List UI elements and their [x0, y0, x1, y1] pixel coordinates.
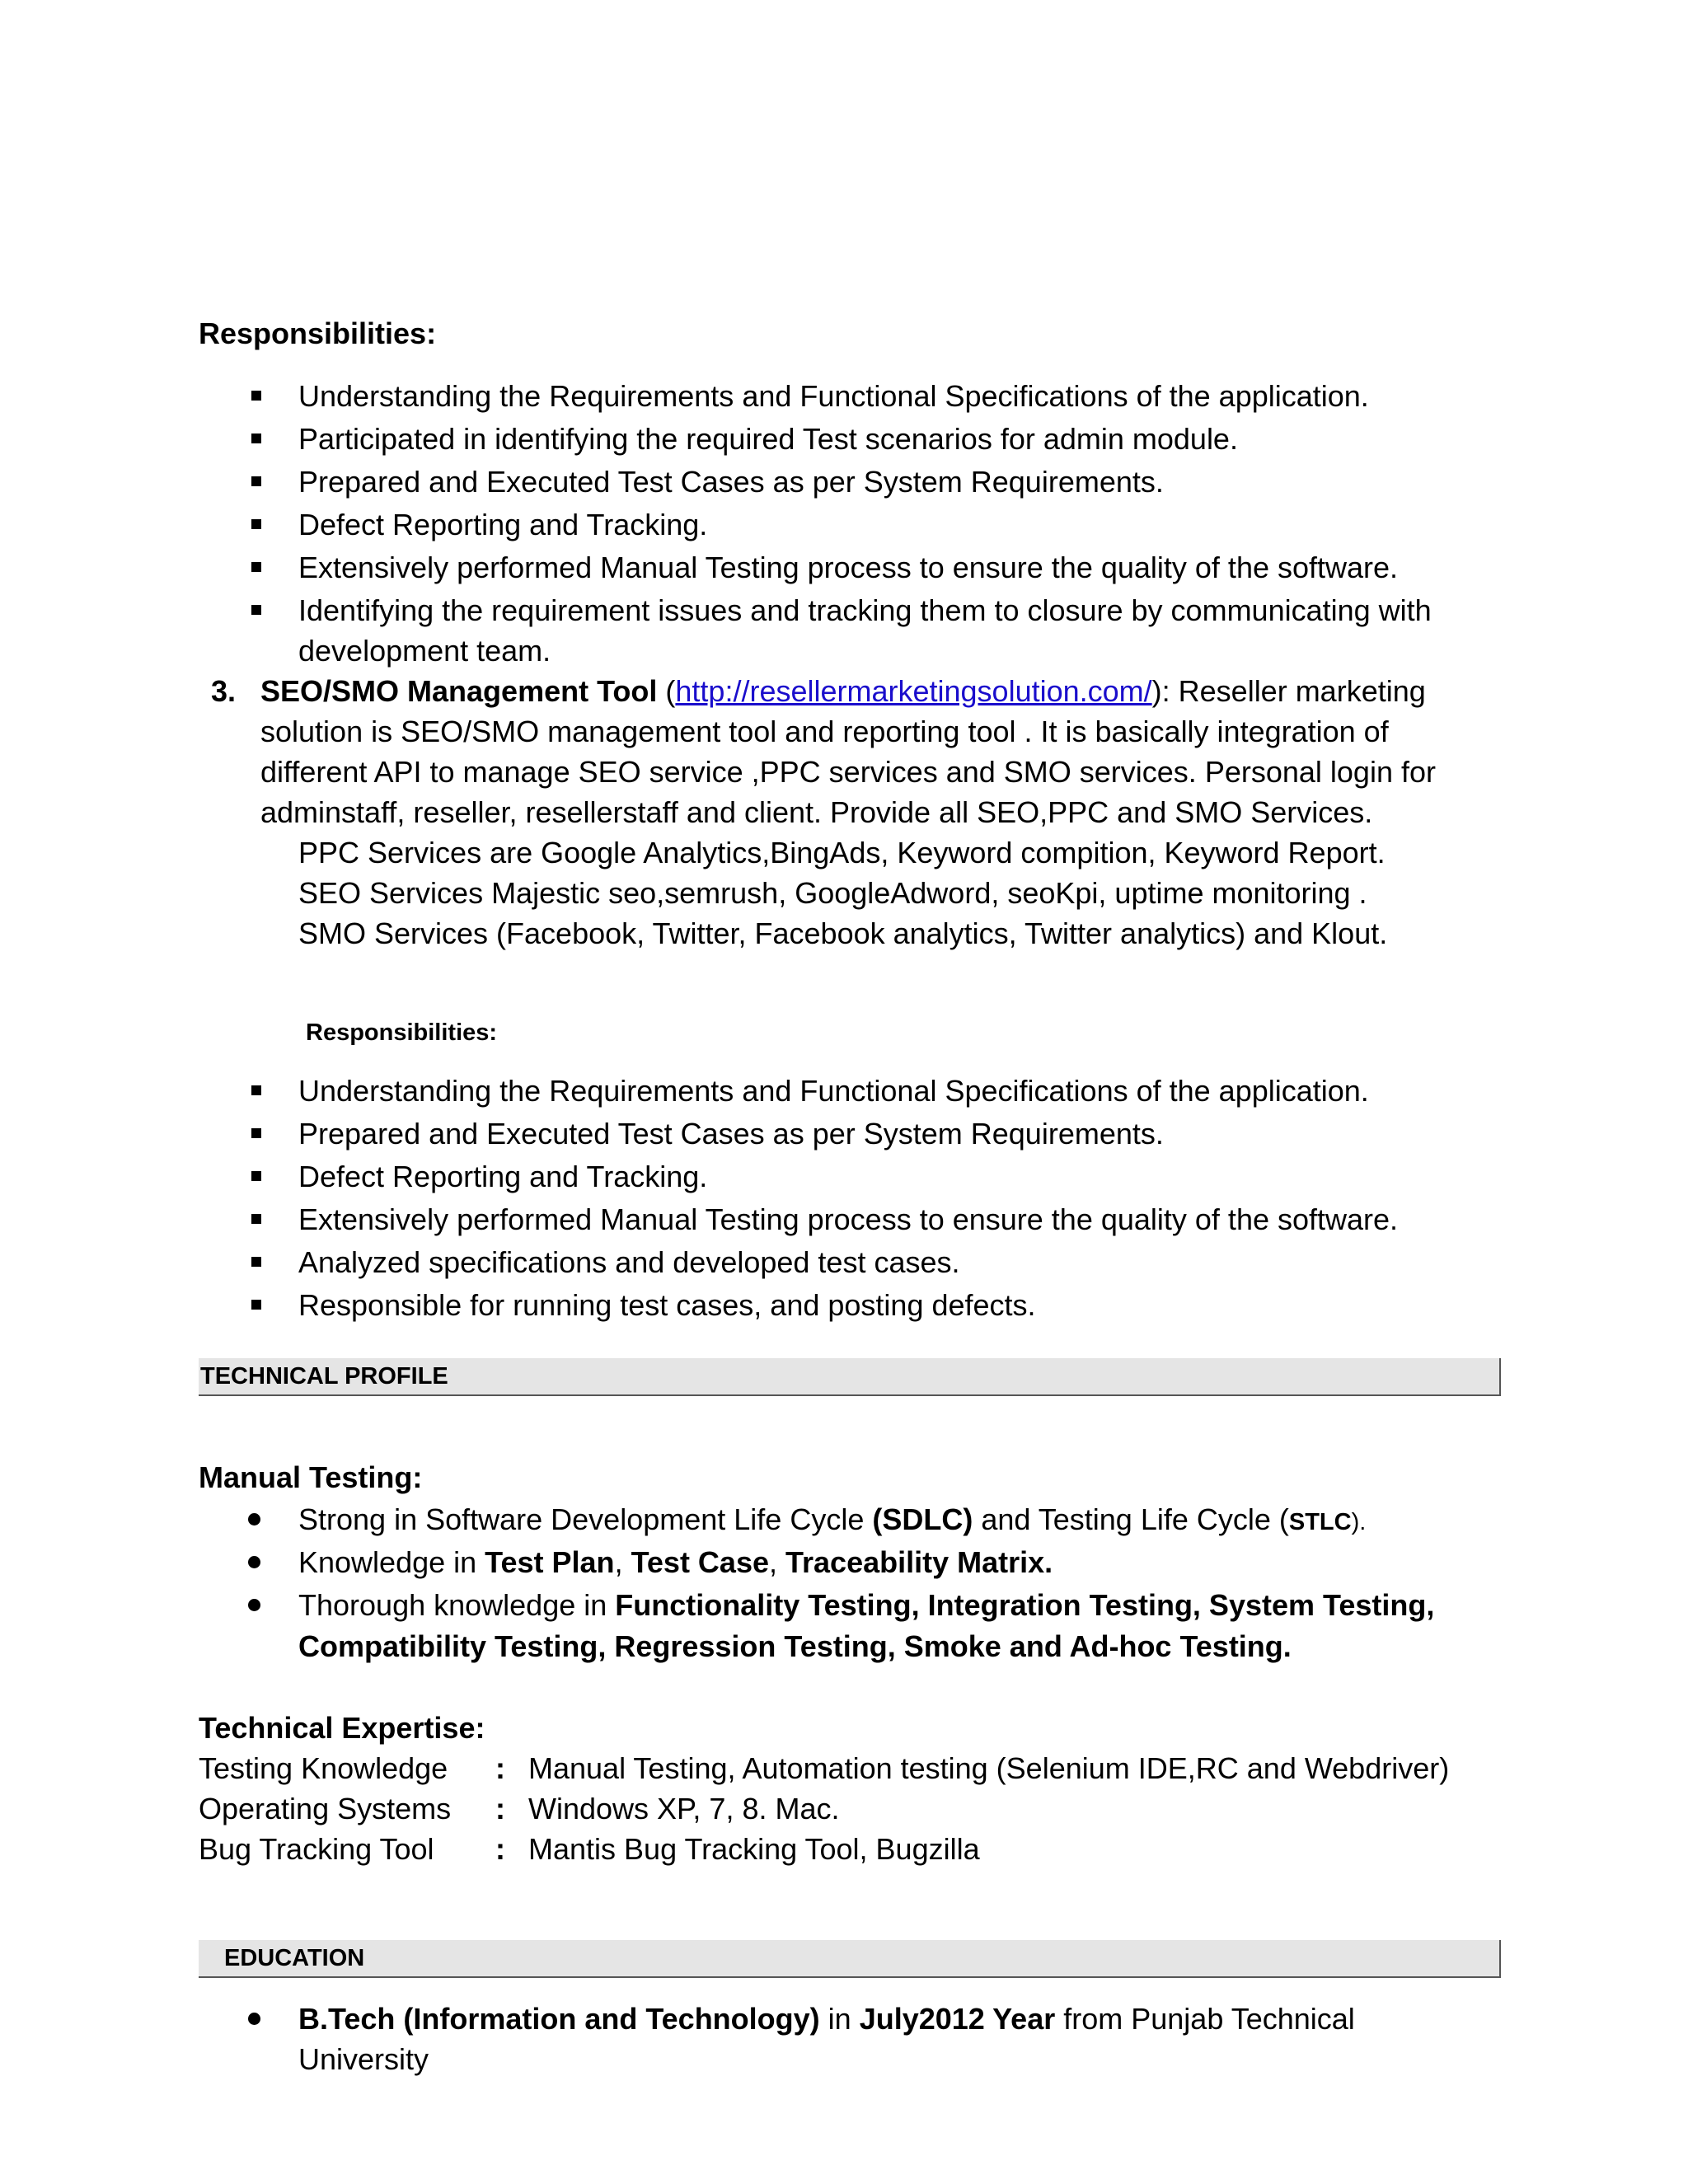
project-title-line: [260, 671, 1426, 711]
skill-item-continued: Compatibility Testing, Regression Testing, Smoke and Ad-hoc Testing.: [298, 1629, 1292, 1663]
expertise-colon: :: [495, 1792, 505, 1825]
bullet-square-icon: [251, 1085, 261, 1095]
skill-text: Strong in Software Development Life Cycle: [298, 1502, 873, 1536]
expertise-value: Manual Testing, Automation testing (Selenium IDE,RC and Webdriver): [528, 1751, 1450, 1785]
project-intro: ): Reseller marketing: [1151, 674, 1426, 708]
bullet-dot-icon: [248, 1599, 260, 1611]
responsibility-item: Identifying the requirement issues and tracking them to closure by communicating with: [298, 593, 1432, 627]
bullet-square-icon: [251, 519, 261, 529]
responsibility-item: Responsible for running test cases, and posting defects.: [298, 1288, 1036, 1322]
responsibilities-heading: Responsibilities:: [199, 316, 437, 350]
expertise-label: Operating Systems: [199, 1792, 452, 1825]
expertise-label: Testing Knowledge: [199, 1751, 448, 1785]
skill-emphasis: Test Case: [631, 1545, 769, 1579]
skill-item: [298, 1499, 1366, 1543]
skill-text: and Testing Life Cycle (: [973, 1502, 1289, 1536]
bullet-square-icon: [251, 562, 261, 572]
responsibility-item: Participated in identifying the required Test scenarios for admin module.: [298, 422, 1238, 456]
bullet-square-icon: [251, 1257, 261, 1267]
technical-profile-header-bar: [199, 1358, 1501, 1396]
bullet-dot-icon: [248, 2013, 260, 2025]
degree: B.Tech (Information and Technology): [298, 2002, 820, 2036]
skill-text: Thorough knowledge in: [298, 1588, 616, 1622]
project-title: SEO/SMO Management Tool: [260, 674, 658, 708]
bullet-square-icon: [251, 1214, 261, 1224]
skill-text: Knowledge in: [298, 1545, 485, 1579]
manual-testing-heading: Manual Testing:: [199, 1460, 423, 1494]
project-description-line: solution is SEO/SMO management tool and reporting tool . It is basically integration of: [260, 715, 1389, 748]
skill-text: ).: [1351, 1509, 1367, 1535]
responsibility-item: Extensively performed Manual Testing process to ensure the quality of the software.: [298, 551, 1399, 584]
bullet-dot-icon: [248, 1556, 260, 1568]
project-url-link[interactable]: http://resellermarketingsolution.com/: [675, 674, 1152, 708]
responsibility-item: Prepared and Executed Test Cases as per System Requirements.: [298, 465, 1164, 499]
responsibility-item: Defect Reporting and Tracking.: [298, 1160, 708, 1193]
project-description-line: adminstaff, reseller, resellerstaff and client. Provide all SEO,PPC and SMO Services.: [260, 795, 1373, 829]
education-header-bar: [199, 1940, 1501, 1978]
education-item-continued: University: [298, 2042, 429, 2076]
bullet-dot-icon: [248, 1513, 260, 1526]
expertise-value: Windows XP, 7, 8. Mac.: [528, 1792, 840, 1825]
responsibility-item: Understanding the Requirements and Functional Specifications of the application.: [298, 1074, 1369, 1108]
bullet-square-icon: [251, 1128, 261, 1138]
responsibility-item: Defect Reporting and Tracking.: [298, 508, 708, 541]
service-line: SEO Services Majestic seo,semrush, GoogleAdword, seoKpi, uptime monitoring .: [298, 876, 1367, 910]
responsibility-item: Understanding the Requirements and Functional Specifications of the application.: [298, 379, 1369, 413]
responsibilities-heading: Responsibilities:: [306, 1019, 498, 1046]
education-item: [298, 1999, 1355, 2039]
bullet-square-icon: [251, 434, 261, 443]
bullet-square-icon: [251, 476, 261, 486]
education-text: from Punjab Technical: [1055, 2002, 1355, 2036]
bullet-square-icon: [251, 605, 261, 615]
expertise-value: Mantis Bug Tracking Tool, Bugzilla: [528, 1832, 980, 1866]
project-number: 3.: [211, 674, 237, 708]
service-line: SMO Services (Facebook, Twitter, Facebook analytics, Twitter analytics) and Klout.: [298, 916, 1388, 950]
expertise-colon: :: [495, 1832, 505, 1866]
responsibility-item: Prepared and Executed Test Cases as per System Requirements.: [298, 1117, 1164, 1151]
responsibility-item-continued: development team.: [298, 634, 551, 668]
skill-emphasis: Traceability Matrix.: [785, 1545, 1053, 1579]
project-description-line: different API to manage SEO service ,PPC services and SMO services. Personal login for: [260, 755, 1436, 789]
skill-emphasis: STLC: [1288, 1509, 1352, 1535]
expertise-colon: :: [495, 1751, 505, 1785]
responsibility-item: Analyzed specifications and developed test cases.: [298, 1245, 960, 1279]
technical-expertise-heading: Technical Expertise:: [199, 1711, 485, 1745]
bullet-square-icon: [251, 1171, 261, 1181]
education-header: EDUCATION: [224, 1945, 365, 1971]
service-line: PPC Services are Google Analytics,BingAds, Keyword compition, Keyword Report.: [298, 836, 1386, 869]
skill-item: [298, 1542, 1053, 1582]
bullet-square-icon: [251, 391, 261, 401]
skill-emphasis: Test Plan: [485, 1545, 615, 1579]
skill-text: ,: [614, 1545, 631, 1579]
technical-profile-header: TECHNICAL PROFILE: [200, 1363, 448, 1390]
bullet-square-icon: [251, 1300, 261, 1310]
education-text: in: [819, 2002, 860, 2036]
skill-text: ,: [769, 1545, 786, 1579]
expertise-label: Bug Tracking Tool: [199, 1832, 434, 1866]
open-paren: (: [665, 674, 676, 708]
skill-emphasis: Functionality Testing, Integration Testing, System Testing,: [615, 1588, 1435, 1622]
skill-emphasis: (SDLC): [872, 1502, 973, 1536]
skill-item: [298, 1585, 1434, 1625]
graduation-year: July2012 Year: [859, 2002, 1056, 2036]
responsibility-item: Extensively performed Manual Testing process to ensure the quality of the software.: [298, 1202, 1399, 1236]
